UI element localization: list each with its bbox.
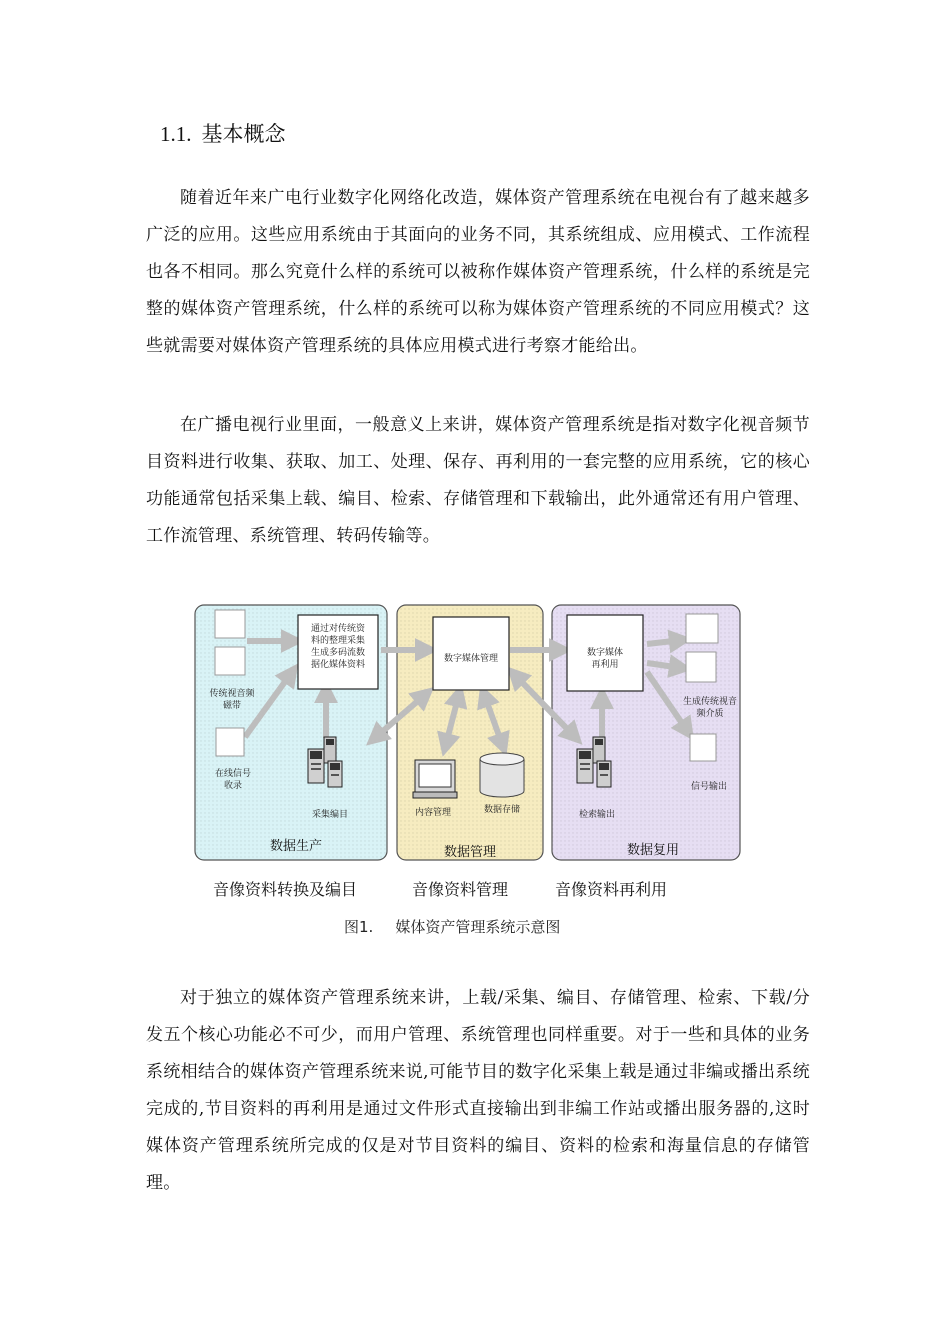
diagram-caption-management: 音像资料管理	[412, 880, 509, 899]
tape-media-box	[215, 610, 245, 638]
diagram-caption-production: 音像资料转换及编目	[213, 880, 358, 899]
section-title: 基本概念	[201, 122, 286, 146]
signal-input-label: 在线信号收录	[214, 769, 252, 791]
media-out-label: 生成传统视音频介质	[682, 697, 738, 719]
section-number: 1.1.	[160, 122, 192, 146]
signal-input-box	[216, 728, 244, 756]
capture-edit-label: 采集编目	[311, 810, 349, 820]
monitor-icon	[413, 760, 457, 798]
digital-media-management-label: 数字媒体管理	[443, 654, 499, 664]
content-management-label: 内容管理	[414, 808, 452, 818]
convert-label: 通过对传统资料的整理采集生成多码流数据化媒体资料	[310, 624, 366, 670]
paragraph: 在广播电视行业里面，一般意义上来讲，媒体资产管理系统是指对数字化视音频节目资料进行收集、获取、加工、处理、保存、再利用的一套完整的应用系统，它的核心功能通常包括采集上载、编目、检索、存储管理和下载输出，此外通常还有用户管理、工作流管理、系统管理、转码传输等。	[146, 415, 810, 546]
search-output-label: 检索输出	[578, 810, 616, 820]
figure-number: 图1.	[344, 918, 374, 936]
panel-reuse-title: 数据复用	[626, 843, 680, 858]
tape-media-box	[215, 647, 245, 675]
data-storage-label: 数据存储	[483, 805, 521, 815]
paragraph: 对于独立的媒体资产管理系统来讲，上载/采集、编目、存储管理、检索、下载/分发五个核心功能必不可少，而用户管理、系统管理也同样重要。对于一些和具体的业务系统相结合的媒体资产管理系统来说,可能节目的数字化采集上载是通过非编或播出系统完成的,节目资料的再利用是通过文件形式直接输出到非编工作站或播出服务器的,这时媒体资产管理系统所完成的仅是对节目资料的编目、资料的检索和海量信息的存储管理。	[146, 988, 810, 1193]
panel-management-title: 数据管理	[443, 845, 497, 860]
paragraph: 随着近年来广电行业数字化网络化改造，媒体资产管理系统在电视台有了越来越多广泛的应用。这些应用系统由于其面向的业务不同，其系统组成、应用模式、工作流程也各不相同。那么究竟什么样的系统可以被称作媒体资产管理系统，什么样的系统是完整的媒体资产管理系统，什么样的系统可以称为媒体资产管理系统的不同应用模式？这些就需要对媒体资产管理系统的具体应用模式进行考察才能给出。	[146, 188, 810, 356]
tape-media-label: 传统视音频磁带	[209, 689, 255, 711]
database-icon	[480, 753, 524, 797]
diagram-caption-reuse: 音像资料再利用	[555, 880, 668, 899]
signal-output-label: 信号输出	[690, 782, 728, 792]
figure-caption	[344, 916, 560, 937]
signal-output-box	[690, 734, 716, 761]
media-out-box	[686, 652, 716, 682]
panel-production-title: 数据生产	[269, 839, 323, 854]
media-out-box	[686, 614, 718, 643]
media-reuse-label: 数字媒体再利用	[586, 648, 624, 670]
figure-title: 媒体资产管理系统示意图	[395, 918, 561, 936]
